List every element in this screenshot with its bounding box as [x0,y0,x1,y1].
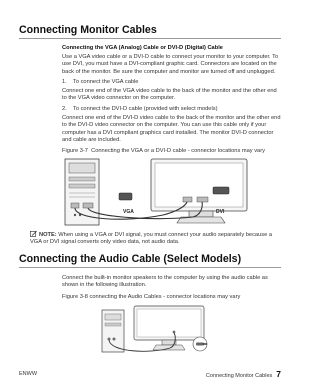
vga-port-icon [71,203,79,208]
step-2-body: Connect one end of the DVI-D video cable to the back of the monitor and the other end to the DVI-D video connector on the computer. You can use this cable only if your computer has a DVI compliant graphics card installed. The monitor DVI-D connector and cable are included. [62,115,281,143]
note-label: NOTE: [39,232,57,238]
audio-jack-inset [193,337,207,351]
step-1-label: To connect the VGA cable [73,79,139,85]
note-text: When using a VGA or DVI signal, you must connect your audio separately because a VGA or DVI signal converts only video data, not audio data. [30,232,273,246]
step-1-number: 1. [62,79,67,85]
section-title-audio-cable: Connecting the Audio Cable (Select Models) [19,253,281,268]
step-1 [62,79,281,86]
figure-vga-dvi-illustration [63,157,249,227]
dvi-label: DVI [216,209,225,215]
step-2-label: To connect the DVI-D cable (provided with select models) [73,106,218,112]
audio-port-icon [108,338,111,341]
section-title-monitor-cables: Connecting Monitor Cables [19,24,281,39]
figure-2-caption: Figure 3-8 connecting the Audio Cables - connector locations may vary [62,294,241,300]
footer-section-name: Connecting Monitor Cables [205,373,273,379]
footer-right [206,369,281,379]
intro-paragraph: Use a VGA video cable or a DVI-D cable to connect your monitor to your computer. To use DVI, you must have a DVI-compliant graphic card. Connectors are located on the back of the monitor. Be sure the computer and monitor are turned off and unplugged. [62,54,279,75]
vga-label: VGA [123,209,134,215]
figure-1-number: Figure 3-7 [62,148,88,154]
subsection-heading: Connecting the VGA (Analog) Cable or DVI-D (Digital) Cable [62,45,223,51]
note-icon [30,231,37,237]
note [30,231,281,247]
dvi-connector-inset [213,187,229,194]
figure-1-caption [62,148,281,155]
figure-audio-cable-illustration [100,304,220,354]
figure-1-caption-text: Connecting the VGA or a DVI-D cable - connector locations may vary [91,148,265,154]
dvi-port-icon [83,203,93,208]
footer-left: ENWW [19,371,38,377]
step-1-body: Connect one end of the VGA video cable to the back of the monitor and the other end to the VGA video connector on the computer. [62,88,277,102]
vga-connector-inset [119,193,132,200]
step-2-number: 2. [62,106,67,112]
step-2 [62,106,281,113]
audio-intro-paragraph: Connect the built-in monitor speakers to the computer by using the audio cable as shown in the following illustration. [62,275,268,289]
page-number: 7 [276,369,281,379]
